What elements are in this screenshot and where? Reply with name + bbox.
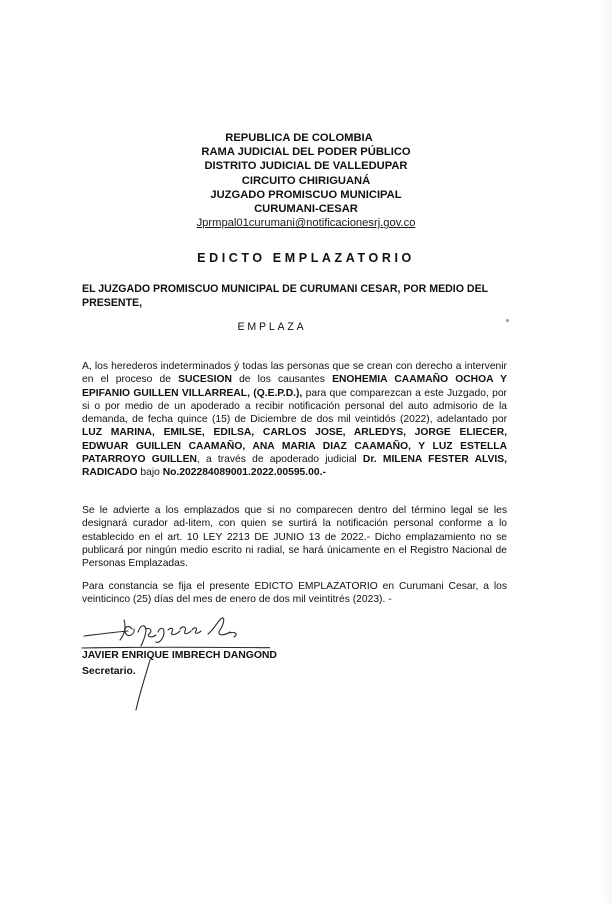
document-title: EDICTO EMPLAZATORIO	[197, 251, 415, 265]
header-distrito: DISTRITO JUDICIAL DE VALLEDUPAR	[204, 160, 408, 173]
header-rama-judicial: RAMA JUDICIAL DEL PODER PÚBLICO	[201, 146, 411, 159]
paragraph-summons: A, los herederos indeterminados ý todas las personas que se crean con derecho a intervenir en el proceso de SUCESION de los causantes ENOHEMIA CAAMAÑO OCHOA Y EPIFANIO GUILLEN VILLARREAL, (Q.E.P.D.), para que comparezcan a este Juzgado, por si o por medio de un apoderado a recibir notificación personal del auto admisorio de la demanda, de fecha quince (15) de Diciembre de dos mil veintidós (2022), adelantado por LUZ MARINA, EMILSE, EDILSA, CARLOS JOSE, ARLEDYS, JORGE ELIECER, EDWUAR GUILLEN CAAMAÑO, ANA MARIA DIAZ CAAMAÑO, Y LUZ ESTELLA PATARROYO GUILLEN, a través de apoderado judicial Dr. MILENA FESTER ALVIS, RADICADO bajo No.202284089001.2022.00595.00.-	[82, 361, 508, 479]
intro-statement: EL JUZGADO PROMISCUO MUNICIPAL DE CURUMANI CESAR, POR MEDIO DEL PRESENTE,	[82, 283, 488, 309]
signer-role: Secretario.	[82, 666, 136, 677]
header-republic: REPUBLICA DE COLOMBIA	[225, 132, 373, 144]
paragraph-warning: Se le advierte a los emplazados que si no comparecen dentro del término legal se les designará curador ad-litem, con quien se surtirá la notificación personal conforme a lo establecido en el art. 10 LEY 2213 DE JUNIO 13 de 2022.- Dicho emplazamiento no se publicará por ningún medio escrito ni radial, se hará únicamente en el Registro Nacional de Personas Emplazadas.	[82, 505, 507, 570]
scan-speck	[506, 319, 509, 322]
emplaza-heading: EMPLAZA	[237, 321, 307, 333]
header-municipio: CURUMANI-CESAR	[254, 203, 358, 216]
header-juzgado: JUZGADO PROMISCUO MUNICIPAL	[210, 188, 402, 201]
header-circuito: CIRCUITO CHIRIGUANÁ	[241, 174, 371, 187]
signature-block	[82, 648, 277, 680]
signer-name: JAVIER ENRIQUE IMBRECH DANGOND	[82, 650, 277, 661]
paragraph-constancia: Para constancia se fija el presente EDICTO EMPLAZATORIO en Curumani Cesar, a los veinticinco (25) días del mes de enero de dos mil veintitrés (2023). -	[82, 581, 507, 606]
document-header	[0, 131, 612, 230]
header-email-link[interactable]: Jprmpal01curumani@notificacionesrj.gov.co	[196, 217, 416, 230]
